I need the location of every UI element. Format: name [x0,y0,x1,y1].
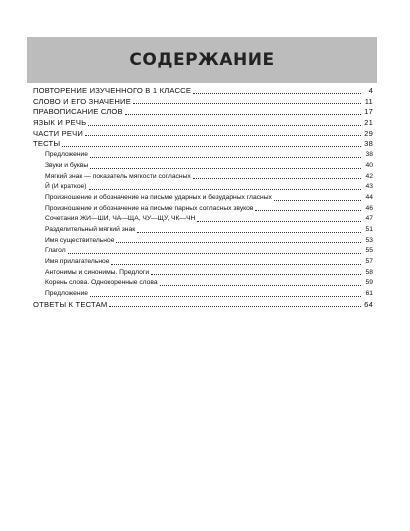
toc-entry-page: 64 [364,299,373,309]
toc-entry-label: ТЕСТЫ [33,139,61,149]
toc-entry-page: 57 [365,258,373,265]
toc-entry [33,118,373,129]
dot-leader [88,124,361,126]
dot-leader [116,241,361,243]
toc-entry-label: Сочетания ЖИ—ШИ, ЧА—ЩА, ЧУ—ЩУ, ЧК—ЧН [45,215,196,223]
toc-entry-page: 42 [365,172,373,180]
toc-entry [33,257,373,268]
contents-heading: СОДЕРЖАНИЕ [129,50,275,70]
toc-entry-page: 59 [365,279,373,287]
toc-entry [33,268,373,279]
toc-entry-label: ОТВЕТЫ К ТЕСТАМ [33,299,108,309]
dot-leader [151,273,361,275]
toc-entry-label: Имя существительное [45,236,115,244]
dot-leader [90,156,361,158]
toc-entry [33,182,373,193]
toc-entry [33,236,373,247]
toc-entry-label: Предложение [45,151,88,159]
toc-entry [33,97,373,108]
toc-entry-label: Звуки и буквы [45,161,89,169]
dot-leader [109,305,361,307]
dot-leader [125,113,361,115]
toc-entry-page: 47 [365,215,373,223]
toc-entry-page: 44 [365,193,373,201]
toc-entry-page: 11 [364,96,373,106]
dot-leader [90,295,361,297]
toc-entry-label: Разделительный мягкий знак [45,225,136,233]
toc-entry [33,289,373,300]
toc-entry [33,193,373,204]
toc-entry [33,172,373,183]
toc-entry-page: 51 [365,225,373,233]
contents-banner [27,37,377,83]
dot-leader [90,167,361,169]
dot-leader [160,284,361,286]
toc-entry [33,300,373,311]
toc-entry [33,86,373,97]
dot-leader [274,199,361,201]
toc-entry-page: 53 [365,236,373,244]
toc-entry-label: Глагол [45,247,66,255]
toc-entry-label: Имя прилагательное [45,258,110,265]
toc-entry-label: Произношение и обозначение на письме парных согласных звуков [45,204,254,212]
toc-entry-page: 4 [368,86,373,95]
toc-entry-label: ПОВТОРЕНИЕ ИЗУЧЕННОГО В 1 КЛАССЕ [33,86,192,95]
table-of-contents [33,86,373,310]
toc-entry-page: 38 [364,139,373,149]
dot-leader [62,145,361,147]
dot-leader [133,102,361,104]
dot-leader [197,220,361,222]
toc-entry-label: Антонимы и синонимы. Предлоги [45,268,150,276]
toc-entry-page: 43 [365,183,373,191]
toc-entry-label: Корень слова. Однокоренные слова [45,279,158,287]
toc-entry-label: ЯЗЫК И РЕЧЬ [33,118,87,128]
toc-entry-page: 40 [365,161,373,169]
toc-entry [33,214,373,225]
toc-entry [33,225,373,236]
toc-entry [33,129,373,140]
toc-entry [33,150,373,161]
toc-entry-page: 61 [365,290,373,298]
toc-entry-page: 55 [365,247,373,255]
toc-entry-label: СЛОВО И ЕГО ЗНАЧЕНИЕ [33,96,131,106]
toc-entry [33,204,373,215]
toc-entry-label: Мягкий знак — показатель мягкости согласных [45,172,191,180]
toc-entry-label: Предложение [45,290,88,298]
dot-leader [137,231,361,233]
dot-leader [68,252,361,254]
toc-entry-page: 29 [364,128,373,138]
dot-leader [85,134,361,136]
toc-entry-page: 21 [364,118,373,128]
toc-entry-page: 17 [364,107,373,117]
toc-entry-label: ПРАВОПИСАНИЕ СЛОВ [33,107,123,117]
toc-entry [33,107,373,118]
toc-entry-label: Произношение и обозначение на письме ударных и безударных гласных [45,193,272,201]
dot-leader [193,92,361,94]
toc-entry [33,161,373,172]
dot-leader [255,209,361,211]
toc-entry-label: Й (И краткое) [45,183,87,191]
toc-entry [33,278,373,289]
dot-leader [193,177,361,179]
dot-leader [111,263,361,265]
toc-entry-page: 46 [365,204,373,212]
toc-entry-page: 38 [365,151,373,159]
toc-entry-label: ЧАСТИ РЕЧИ [33,128,84,138]
toc-entry [33,139,373,150]
dot-leader [89,188,361,190]
toc-entry [33,246,373,257]
toc-entry-page: 58 [365,268,373,276]
